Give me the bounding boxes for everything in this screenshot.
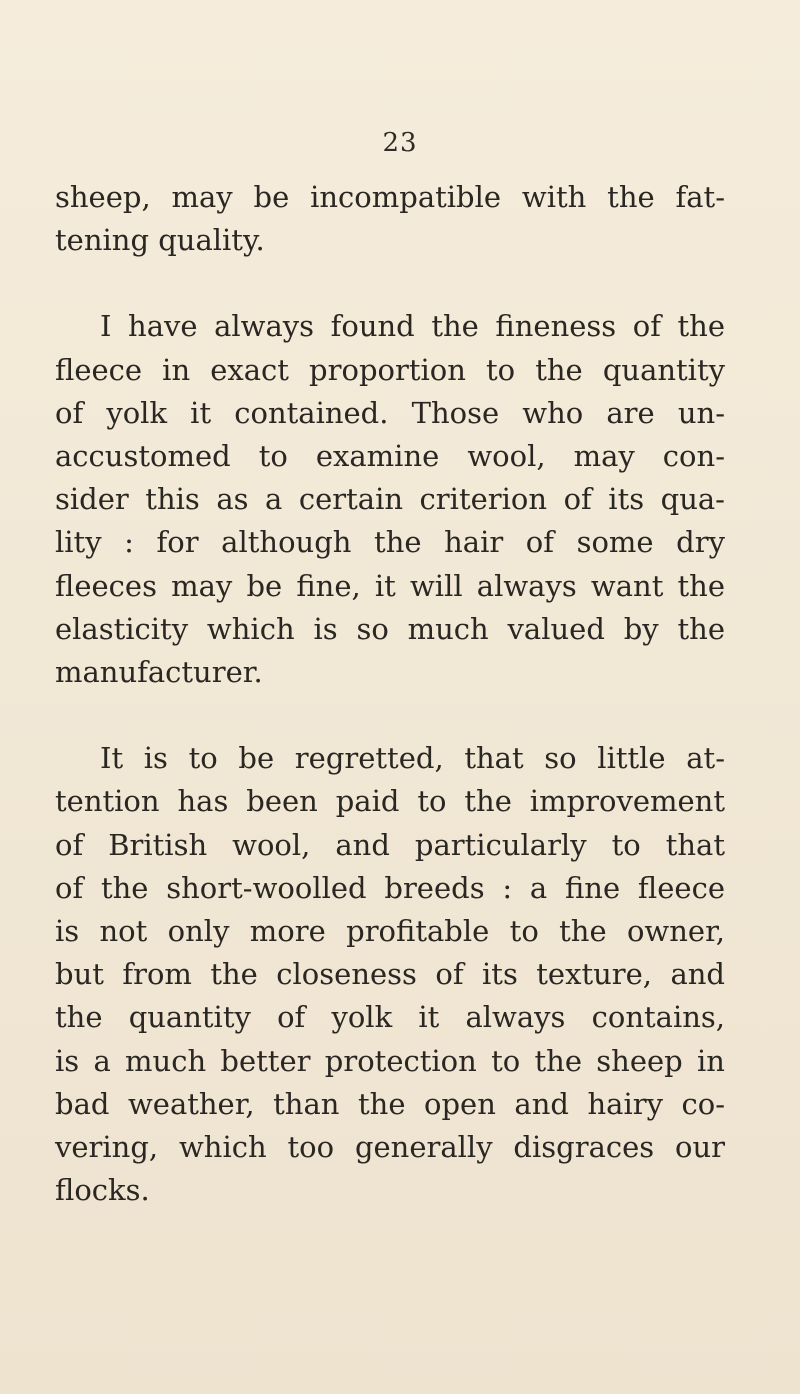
text-line: fleeces may be fine, it will always want the: [55, 568, 725, 603]
page-number: 23: [382, 128, 418, 158]
text-line: It is to be regretted, that so little at-: [100, 741, 725, 776]
body-text: [55, 176, 725, 1212]
text-line: sider this as a certain criterion of its qua-: [55, 482, 725, 517]
text-line: bad weather, than the open and hairy co-: [55, 1086, 725, 1121]
text-line: vering, which too generally disgraces our: [55, 1130, 725, 1165]
text-line: tention has been paid to the improvement: [55, 784, 725, 819]
text-line: of yolk it contained. Those who are un-: [55, 395, 725, 430]
text-line: fleece in exact proportion to the quantity: [55, 352, 725, 387]
text-line: is not only more profitable to the owner,: [55, 914, 725, 949]
paragraph-1: [55, 176, 725, 262]
text-line: sheep, may be incompatible with the fat-: [55, 180, 725, 214]
text-line: elasticity which is so much valued by the: [55, 611, 725, 646]
text-line: tening quality.: [55, 223, 265, 258]
text-line: the quantity of yolk it always contains,: [55, 1000, 725, 1035]
text-line: accustomed to examine wool, may con-: [55, 439, 725, 474]
text-line: I have always found the fineness of the: [100, 309, 725, 344]
paragraph-3: [55, 737, 725, 1212]
paragraph-2: [55, 305, 725, 694]
text-line: lity : for although the hair of some dry: [55, 525, 725, 560]
text-line: is a much better protection to the sheep in: [55, 1043, 725, 1078]
text-line: but from the closeness of its texture, and: [55, 957, 725, 992]
text-line: of the short-woolled breeds : a fine fleece: [55, 870, 725, 905]
text-line: manufacturer.: [55, 655, 263, 690]
text-line: of British wool, and particularly to that: [55, 827, 725, 862]
text-line: flocks.: [55, 1173, 150, 1208]
